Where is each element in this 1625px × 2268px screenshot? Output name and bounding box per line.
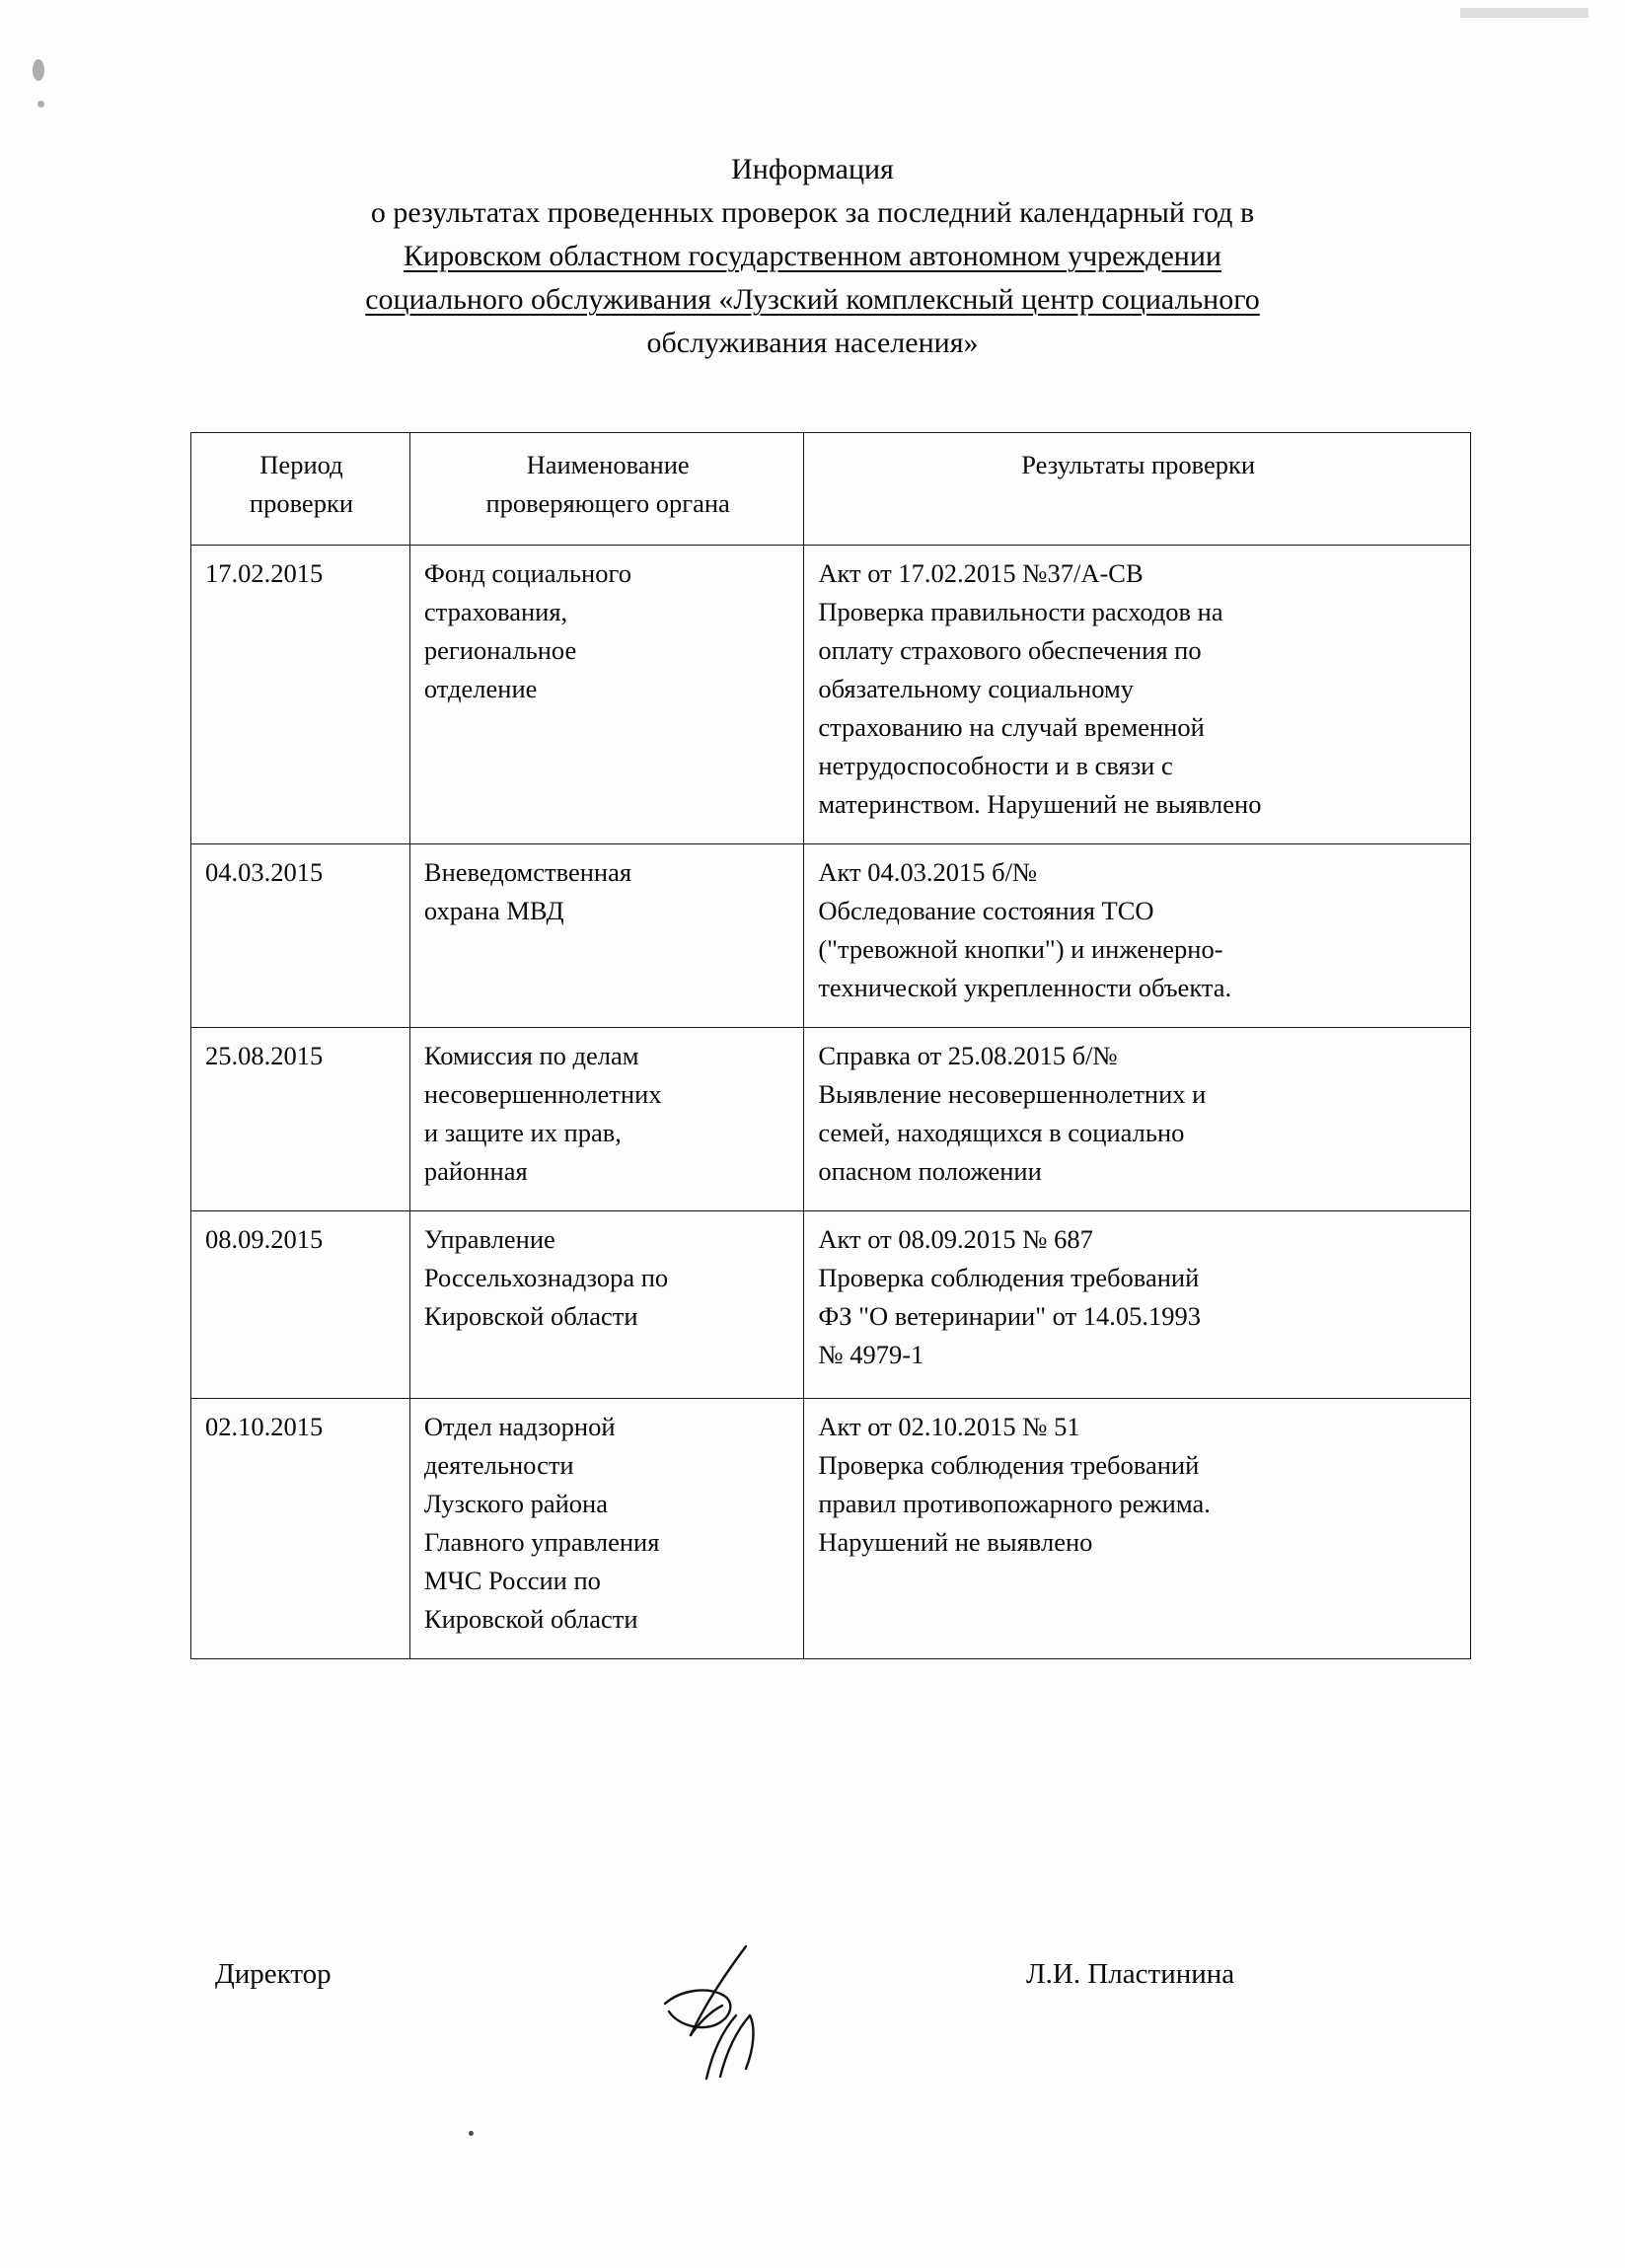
organ-line: деятельности xyxy=(423,1450,574,1480)
cell-period: 02.10.2015 xyxy=(191,1399,410,1659)
organ-line: Управление xyxy=(423,1224,555,1254)
results-line: Справка от 25.08.2015 б/№ xyxy=(818,1041,1118,1070)
organ-line: и защите их прав, xyxy=(423,1118,622,1147)
results-line: страхованию на случай временной xyxy=(818,712,1205,742)
results-line: Проверка правильности расходов на xyxy=(818,597,1223,626)
cell-organ xyxy=(409,1399,803,1659)
scan-speck xyxy=(33,59,44,81)
results-line: материнством. Нарушений не выявлено xyxy=(818,789,1262,819)
column-header-organ-line2: проверяющего органа xyxy=(485,488,730,518)
results-line: обязательному социальному xyxy=(818,674,1134,703)
cell-organ xyxy=(409,844,803,1028)
signatory-role: Директор xyxy=(215,1958,332,1990)
results-line: Выявление несовершеннолетних и xyxy=(818,1079,1207,1109)
results-line: ФЗ "О ветеринарии" от 14.05.1993 xyxy=(818,1301,1202,1331)
results-line: Акт от 08.09.2015 № 687 xyxy=(818,1224,1093,1254)
results-line: оплату страхового обеспечения по xyxy=(818,635,1202,665)
cell-results xyxy=(804,844,1471,1028)
handwritten-signature-icon xyxy=(651,1929,829,2086)
table-header xyxy=(191,433,1471,546)
cell-period: 04.03.2015 xyxy=(191,844,410,1028)
cell-period: 25.08.2015 xyxy=(191,1028,410,1211)
cell-organ xyxy=(409,546,803,844)
column-header-results xyxy=(804,433,1471,546)
signatory-name: Л.И. Пластинина xyxy=(1026,1958,1235,1990)
cell-period: 08.09.2015 xyxy=(191,1211,410,1399)
organ-line: Фонд социального xyxy=(423,558,631,588)
column-header-results-line1: Результаты проверки xyxy=(1021,450,1256,479)
cell-results xyxy=(804,1399,1471,1659)
inspections-table xyxy=(190,432,1471,1659)
table-row xyxy=(191,844,1471,1028)
table-row xyxy=(191,1028,1471,1211)
title-line-2: о результатах проведенных проверок за последний календарный год в xyxy=(370,196,1255,229)
organ-line: Комиссия по делам xyxy=(423,1041,639,1070)
results-line: Проверка соблюдения требований xyxy=(818,1263,1200,1292)
cell-organ xyxy=(409,1028,803,1211)
results-line: Обследование состояния ТСО xyxy=(818,896,1154,925)
cell-results xyxy=(804,1211,1471,1399)
organ-line: МЧС России по xyxy=(423,1566,601,1595)
scan-speck xyxy=(469,2131,474,2136)
organ-line: региональное xyxy=(423,635,577,665)
results-line: технической укрепленности объекта. xyxy=(818,973,1232,1002)
organ-line: Главного управления xyxy=(423,1527,660,1557)
results-line: ("тревожной кнопки") и инженерно- xyxy=(818,934,1223,964)
scan-speck xyxy=(37,101,44,108)
table-row xyxy=(191,1399,1471,1659)
table-body xyxy=(191,546,1471,1659)
results-line: Проверка соблюдения требований xyxy=(818,1450,1200,1480)
title-line-4: социального обслуживания «Лузский комплексный центр социального xyxy=(365,283,1260,316)
organ-line: Лузского района xyxy=(423,1489,608,1518)
cell-results xyxy=(804,1028,1471,1211)
column-header-organ xyxy=(409,433,803,546)
document-title xyxy=(0,148,1625,365)
results-line: Нарушений не выявлено xyxy=(818,1527,1093,1557)
organ-line: отделение xyxy=(423,674,538,703)
organ-line: несовершеннолетних xyxy=(423,1079,662,1109)
results-line: правил противопожарного режима. xyxy=(818,1489,1211,1518)
scan-artifact-top-right xyxy=(1460,8,1588,18)
organ-line: охрана МВД xyxy=(423,896,564,925)
table-row xyxy=(191,1211,1471,1399)
title-line-3: Кировском областном государственном автономном учреждении xyxy=(404,240,1221,272)
title-line-5: обслуживания населения» xyxy=(646,327,979,359)
table-row xyxy=(191,546,1471,844)
column-header-period-line2: проверки xyxy=(249,488,353,518)
column-header-period xyxy=(191,433,410,546)
organ-line: Отдел надзорной xyxy=(423,1412,616,1441)
results-line: Акт 04.03.2015 б/№ xyxy=(818,857,1038,887)
organ-line: Вневедомственная xyxy=(423,857,632,887)
signature-block xyxy=(0,1958,1625,2047)
column-header-period-line1: Период xyxy=(259,450,343,479)
organ-line: Кировской области xyxy=(423,1604,638,1634)
organ-line: районная xyxy=(423,1156,528,1186)
cell-organ xyxy=(409,1211,803,1399)
cell-results xyxy=(804,546,1471,844)
results-line: Акт от 02.10.2015 № 51 xyxy=(818,1412,1080,1441)
table-header-row xyxy=(191,433,1471,546)
results-line: № 4979-1 xyxy=(818,1340,924,1369)
title-line-1: Информация xyxy=(731,153,894,185)
results-line: опасном положении xyxy=(818,1156,1042,1186)
organ-line: страхования, xyxy=(423,597,568,626)
results-line: нетрудоспособности и в связи с xyxy=(818,751,1173,780)
column-header-organ-line1: Наименование xyxy=(526,450,690,479)
organ-line: Кировской области xyxy=(423,1301,638,1331)
results-line: Акт от 17.02.2015 №37/А-СВ xyxy=(818,558,1144,588)
organ-line: Россельхознадзора по xyxy=(423,1263,669,1292)
cell-period: 17.02.2015 xyxy=(191,546,410,844)
results-line: семей, находящихся в социально xyxy=(818,1118,1185,1147)
